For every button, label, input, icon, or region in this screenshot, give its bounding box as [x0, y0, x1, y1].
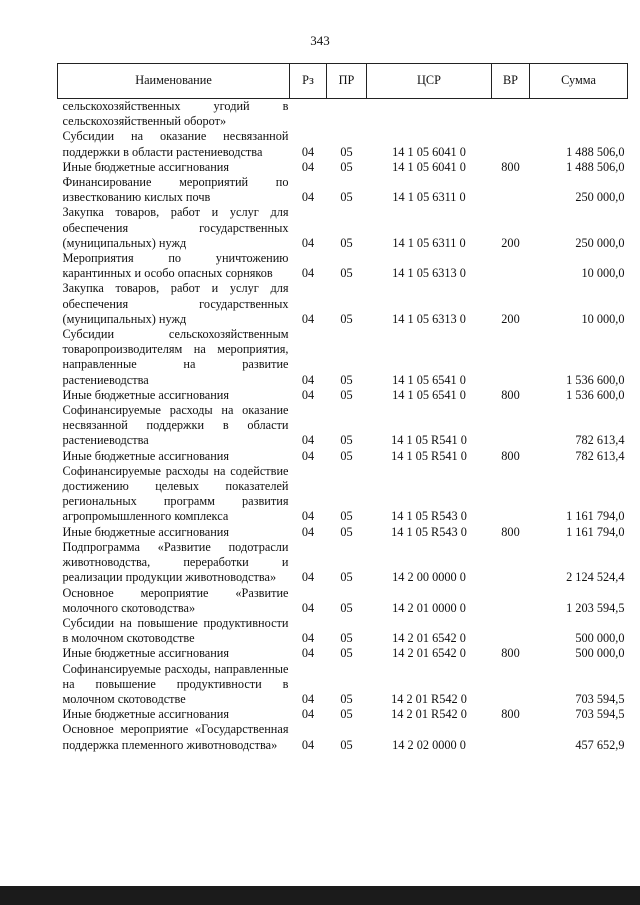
row-pr: 05 [340, 190, 353, 205]
table-row [58, 525, 628, 540]
table-row [58, 327, 628, 388]
table-row [58, 251, 628, 281]
row-name: Иные бюджетные ассигнования [62, 387, 230, 402]
row-name: Закупка товаров, работ и услуг для обеспечения государственных (муниципальных) нужд [62, 205, 289, 250]
row-pr: 05 [340, 691, 353, 706]
row-csr: 14 1 05 6041 0 [392, 159, 466, 174]
row-rz: 04 [301, 235, 315, 250]
row-csr: 14 1 05 6311 0 [392, 190, 466, 205]
page-number: 343 [310, 33, 330, 48]
row-pr: 05 [340, 737, 353, 752]
row-rz: 04 [301, 570, 315, 585]
row-name: Иные бюджетные ассигнования [62, 524, 230, 539]
row-vr [492, 175, 530, 205]
row-pr: 05 [340, 570, 353, 585]
row-rz: 04 [301, 691, 315, 706]
row-pr: 05 [340, 311, 353, 326]
row-rz: 04 [301, 631, 315, 646]
row-vr: 800 [501, 646, 520, 661]
scan-bottom-edge [0, 886, 640, 905]
row-pr: 05 [340, 144, 353, 159]
row-pr: 05 [340, 448, 353, 463]
table-row [58, 707, 628, 722]
header-name: Наименование [58, 64, 290, 99]
table-row [58, 464, 628, 525]
row-vr: 200 [501, 311, 520, 326]
row-sum: 1 203 594,5 [566, 600, 625, 615]
row-name: Софинансируемые расходы на содействие достижению целевых показателей региональных программ развития агропромышленного комплекса [62, 463, 289, 524]
row-sum: 457 652,9 [575, 737, 625, 752]
row-csr: 14 1 05 R543 0 [391, 509, 467, 524]
row-name: Основное мероприятие «Развитие молочного скотоводства» [62, 585, 289, 615]
row-sum: 782 613,4 [575, 448, 625, 463]
table-row [58, 449, 628, 464]
row-sum [530, 99, 628, 130]
header-rz: Рз [290, 64, 327, 99]
row-csr: 14 1 05 R541 0 [391, 433, 467, 448]
row-vr [492, 464, 530, 525]
header-sum: Сумма [530, 64, 628, 99]
row-vr [492, 616, 530, 646]
row-vr [492, 129, 530, 159]
row-csr: 14 2 01 6542 0 [392, 646, 466, 661]
row-csr: 14 1 05 R543 0 [391, 524, 467, 539]
row-vr [492, 722, 530, 752]
row-pr: 05 [340, 266, 353, 281]
row-vr [492, 662, 530, 708]
row-vr [492, 327, 530, 388]
row-sum: 500 000,0 [575, 646, 625, 661]
row-pr: 05 [340, 159, 353, 174]
row-vr: 800 [501, 159, 520, 174]
row-csr [367, 99, 492, 130]
row-sum: 250 000,0 [575, 235, 625, 250]
row-name: сельскохозяйственных угодий в сельскохозяйственный оборот» [62, 99, 289, 129]
row-pr [327, 99, 367, 130]
table-row [58, 388, 628, 403]
row-rz: 04 [301, 311, 315, 326]
row-rz: 04 [301, 372, 315, 387]
row-rz: 04 [301, 600, 315, 615]
row-vr: 800 [501, 524, 520, 539]
row-sum: 1 536 600,0 [566, 387, 625, 402]
row-csr: 14 1 05 R541 0 [391, 448, 467, 463]
row-sum: 1 536 600,0 [566, 372, 625, 387]
row-pr: 05 [340, 235, 353, 250]
row-sum: 2 124 524,4 [566, 570, 625, 585]
row-name: Финансирование мероприятий по известкованию кислых почв [62, 175, 289, 205]
row-name: Мероприятия по уничтожению карантинных и особо опасных сорняков [62, 251, 289, 281]
row-vr [492, 403, 530, 449]
row-csr: 14 2 01 R542 0 [391, 707, 467, 722]
row-pr: 05 [340, 646, 353, 661]
row-rz: 04 [301, 646, 315, 661]
header-pr: ПР [327, 64, 367, 99]
row-rz: 04 [301, 433, 315, 448]
row-csr: 14 1 05 6311 0 [392, 235, 466, 250]
table-row [58, 586, 628, 616]
row-vr: 800 [501, 707, 520, 722]
row-vr: 800 [501, 387, 520, 402]
row-pr: 05 [340, 372, 353, 387]
row-sum: 703 594,5 [575, 691, 625, 706]
row-pr: 05 [340, 600, 353, 615]
row-rz: 04 [301, 159, 315, 174]
table-header-row [58, 64, 628, 99]
row-csr: 14 1 05 6541 0 [392, 387, 466, 402]
row-pr: 05 [340, 631, 353, 646]
table-row [58, 175, 628, 205]
table-row [58, 99, 628, 130]
row-pr: 05 [340, 433, 353, 448]
row-vr [492, 586, 530, 616]
table-row [58, 403, 628, 449]
row-rz: 04 [301, 524, 315, 539]
row-vr [492, 540, 530, 586]
row-name: Иные бюджетные ассигнования [62, 448, 230, 463]
row-rz: 04 [301, 144, 315, 159]
row-name: Субсидии на повышение продуктивности в молочном скотоводстве [62, 615, 289, 646]
row-name: Закупка товаров, работ и услуг для обеспечения государственных (муниципальных) нужд [62, 281, 289, 326]
row-sum: 10 000,0 [581, 311, 625, 326]
table-row [58, 281, 628, 327]
table-row [58, 205, 628, 251]
row-pr: 05 [340, 707, 353, 722]
row-name: Субсидии на оказание несвязанной поддержки в области растениеводства [62, 129, 289, 159]
row-csr: 14 2 00 0000 0 [392, 570, 466, 585]
table-row [58, 129, 628, 159]
row-csr: 14 1 05 6541 0 [392, 372, 466, 387]
row-sum: 1 161 794,0 [566, 509, 625, 524]
row-name: Иные бюджетные ассигнования [62, 707, 230, 722]
row-sum: 250 000,0 [575, 190, 625, 205]
row-sum: 1 161 794,0 [566, 524, 625, 539]
row-sum: 1 488 506,0 [566, 159, 625, 174]
table-row [58, 540, 628, 586]
row-rz: 04 [301, 737, 315, 752]
row-name: Подпрограмма «Развитие подотрасли животноводства, переработки и реализации продукции животноводства» [62, 539, 289, 585]
row-sum: 782 613,4 [575, 433, 625, 448]
row-vr: 200 [501, 235, 520, 250]
row-pr: 05 [340, 524, 353, 539]
row-rz: 04 [301, 448, 315, 463]
table-row [58, 616, 628, 646]
row-rz: 04 [301, 707, 315, 722]
row-rz: 04 [301, 266, 315, 281]
row-sum: 10 000,0 [581, 266, 625, 281]
row-rz: 04 [301, 509, 315, 524]
row-name: Софинансируемые расходы, направленные на повышение продуктивности в молочном скотоводстве [62, 661, 289, 706]
table-body [58, 99, 628, 753]
header-csr: ЦСР [367, 64, 492, 99]
row-vr [492, 251, 530, 281]
row-csr: 14 2 02 0000 0 [392, 737, 466, 752]
row-csr: 14 2 01 R542 0 [391, 691, 467, 706]
row-sum: 1 488 506,0 [566, 144, 625, 159]
header-vr: ВР [492, 64, 530, 99]
table-row [58, 662, 628, 708]
row-rz: 04 [301, 387, 315, 402]
row-csr: 14 1 05 6041 0 [392, 144, 466, 159]
row-csr: 14 2 01 0000 0 [392, 600, 466, 615]
row-csr: 14 2 01 6542 0 [392, 631, 466, 646]
row-name: Иные бюджетные ассигнования [62, 646, 230, 661]
row-name: Иные бюджетные ассигнования [62, 159, 230, 174]
row-name: Субсидии сельскохозяйственным товаропроизводителям на мероприятия, направленные на развитие растениеводства [62, 327, 289, 387]
table-row [58, 646, 628, 661]
row-vr: 800 [501, 448, 520, 463]
row-csr: 14 1 05 6313 0 [392, 311, 466, 326]
row-pr: 05 [340, 509, 353, 524]
row-name: Основное мероприятие «Государственная поддержка племенного животноводства» [62, 722, 289, 752]
table-row [58, 722, 628, 752]
row-csr: 14 1 05 6313 0 [392, 266, 466, 281]
row-rz [290, 99, 327, 130]
row-name: Софинансируемые расходы на оказание несвязанной поддержки в области растениеводства [62, 403, 289, 448]
budget-table [57, 63, 628, 753]
row-vr [492, 99, 530, 130]
row-sum: 703 594,5 [575, 707, 625, 722]
row-rz: 04 [301, 190, 315, 205]
row-sum: 500 000,0 [575, 631, 625, 646]
row-pr: 05 [340, 387, 353, 402]
table-row [58, 160, 628, 175]
